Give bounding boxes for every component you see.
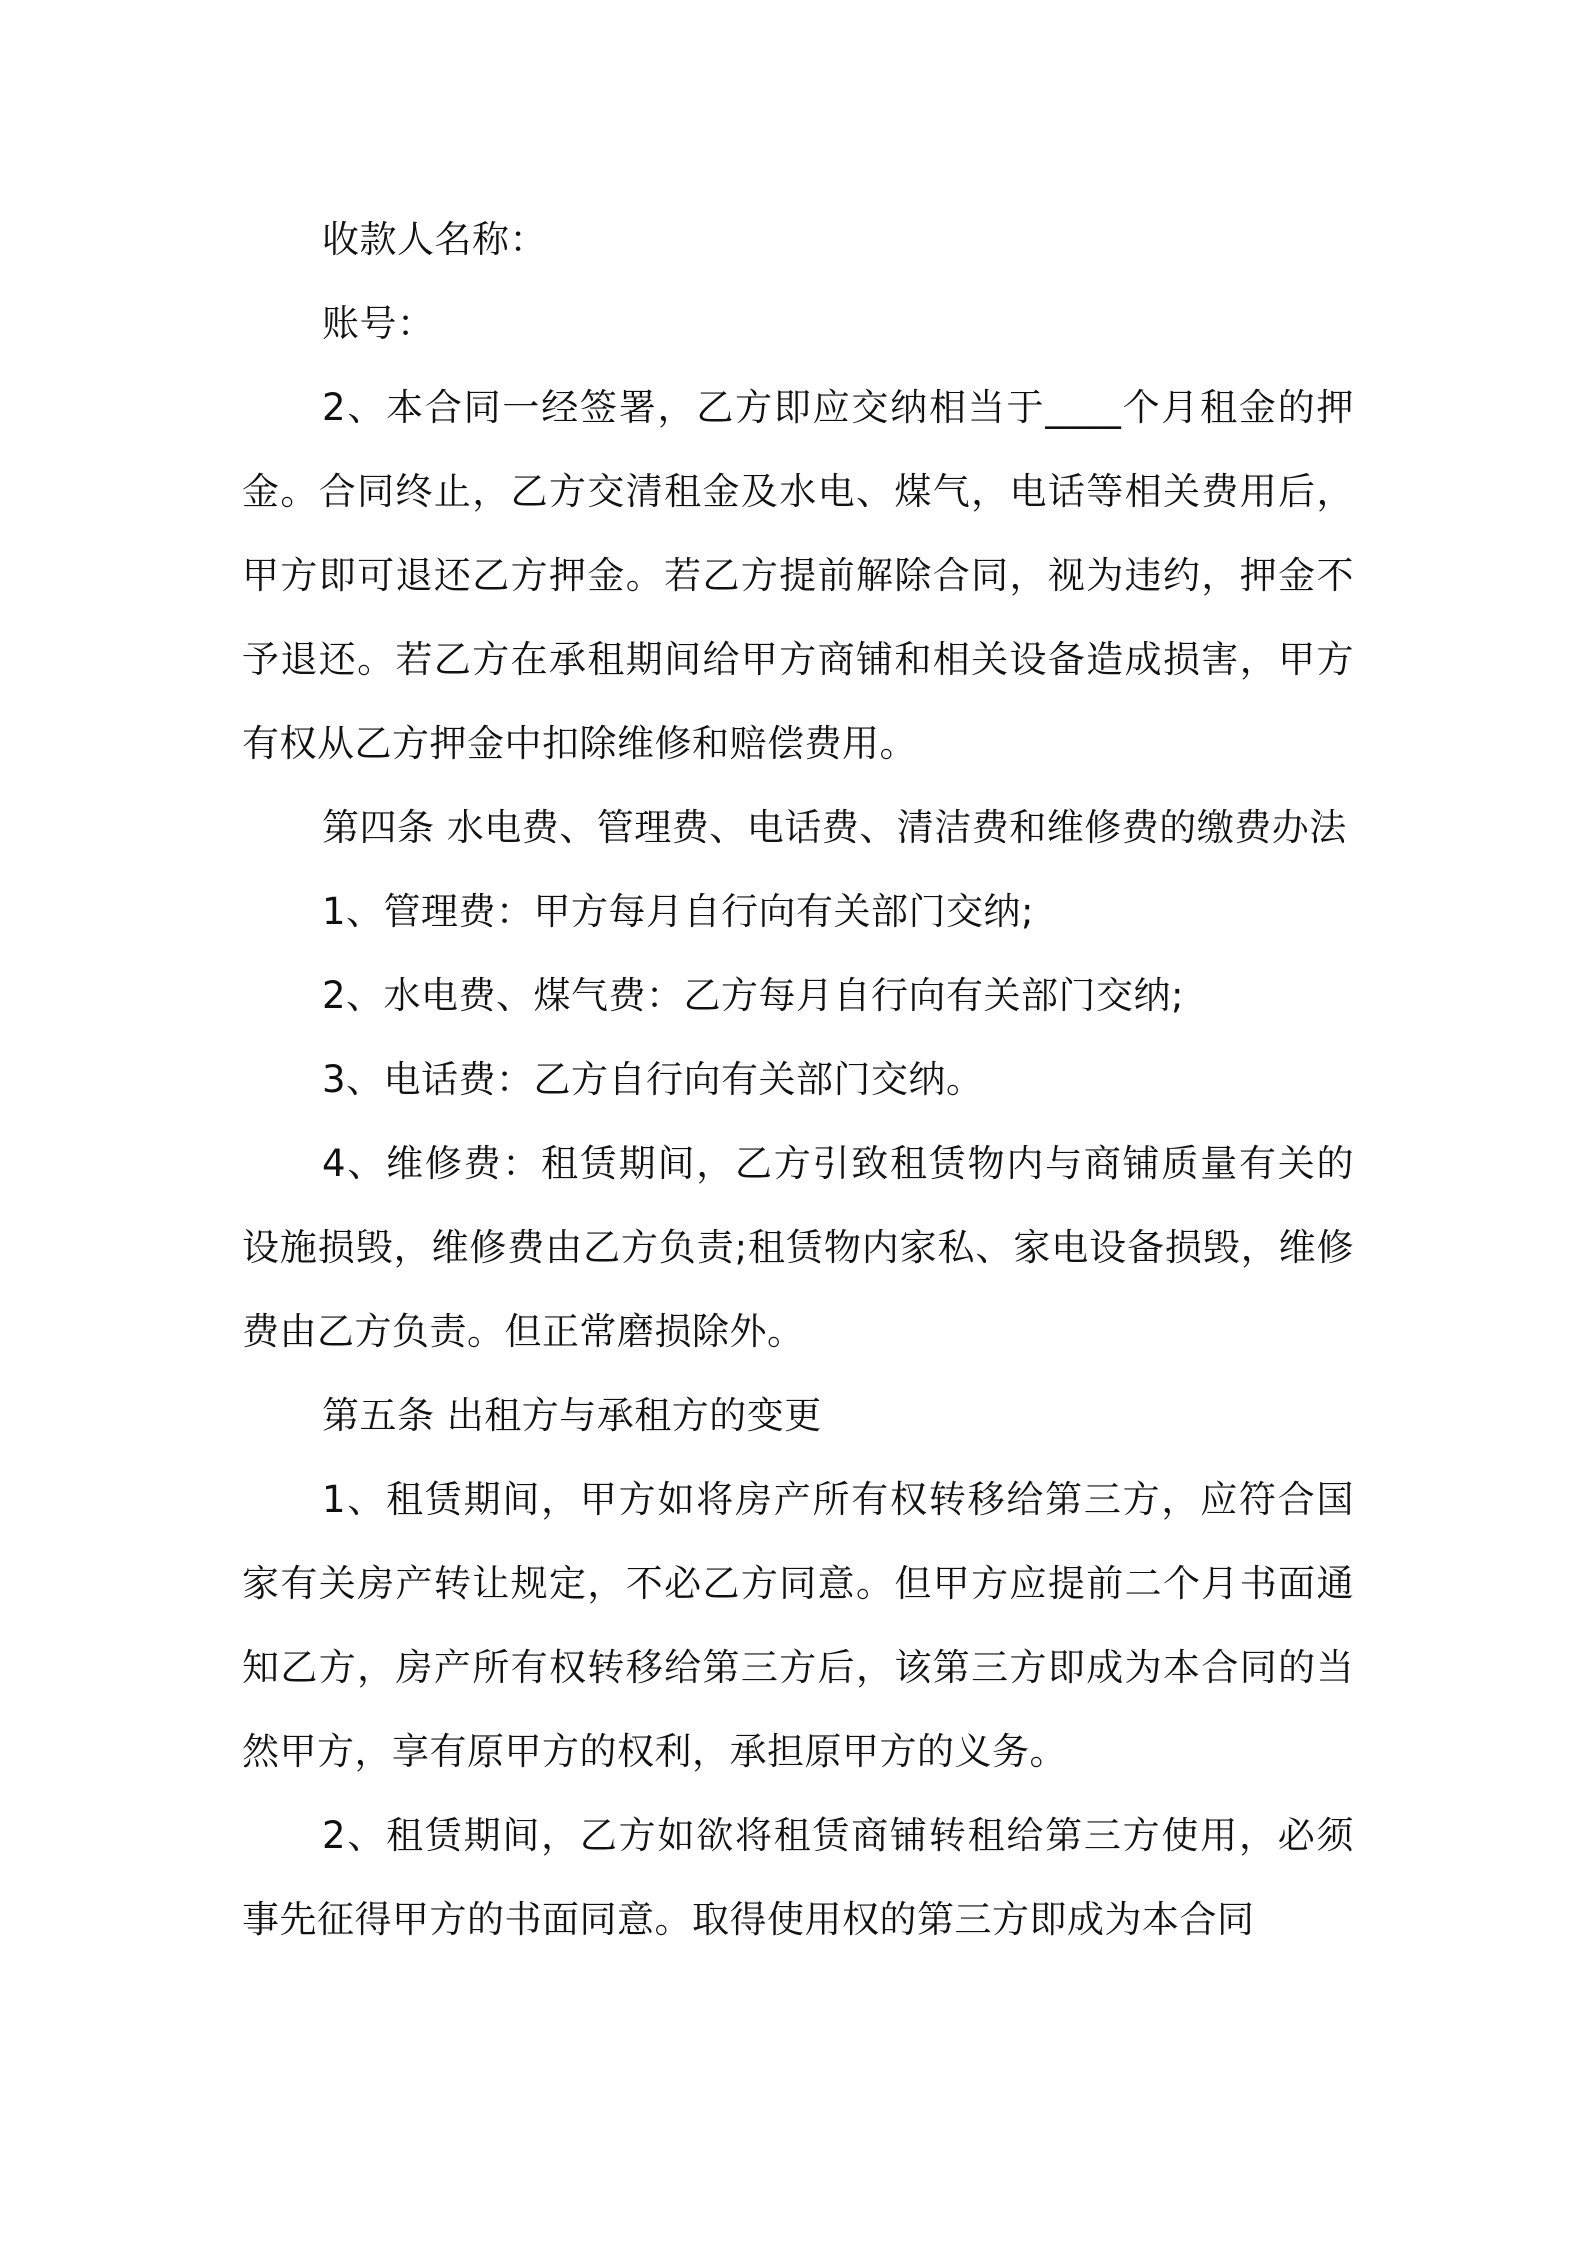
- document-body: [242, 198, 1354, 1962]
- telephone-fee-clause: 3、电话费：乙方自行向有关部门交纳。: [322, 1058, 984, 1101]
- article-five-heading: 第五条 出租方与承租方的变更: [322, 1394, 822, 1437]
- maintenance-fee-clause: 4、维修费：租赁期间，乙方引致租赁物内与商铺质量有关的设施损毁，维修费由乙方负责;租赁物内家私、家电设备损毁，维修费由乙方负责。但正常磨损除外。: [242, 1142, 1354, 1353]
- ownership-transfer-clause: 1、租赁期间，甲方如将房产所有权转移给第三方，应符合国家有关房产转让规定，不必乙方同意。但甲方应提前二个月书面通知乙方，房产所有权转移给第三方后，该第三方即成为本合同的当然甲方，享有原甲方的权利，承担原甲方的义务。: [242, 1478, 1354, 1773]
- management-fee-clause: 1、管理费：甲方每月自行向有关部门交纳;: [322, 890, 1035, 933]
- deposit-clause: 2、本合同一经签署，乙方即应交纳相当于____个月租金的押金。合同终止，乙方交清租金及水电、煤气，电话等相关费用后，甲方即可退还乙方押金。若乙方提前解除合同，视为违约，押金不予退还。若乙方在承租期间给甲方商铺和相关设备造成损害，甲方有权从乙方押金中扣除维修和赔偿费用。: [242, 386, 1354, 765]
- article-four-heading: 第四条 水电费、管理费、电话费、清洁费和维修费的缴费办法: [322, 806, 1347, 849]
- account-number-line: 账号：: [322, 302, 435, 345]
- payee-name-line: 收款人名称：: [322, 218, 547, 261]
- sublease-clause: 2、租赁期间，乙方如欲将租赁商铺转租给第三方使用，必须事先征得甲方的书面同意。取得使用权的第三方即成为本合同: [242, 1814, 1354, 1941]
- utility-fee-clause: 2、水电费、煤气费：乙方每月自行向有关部门交纳;: [322, 974, 1185, 1017]
